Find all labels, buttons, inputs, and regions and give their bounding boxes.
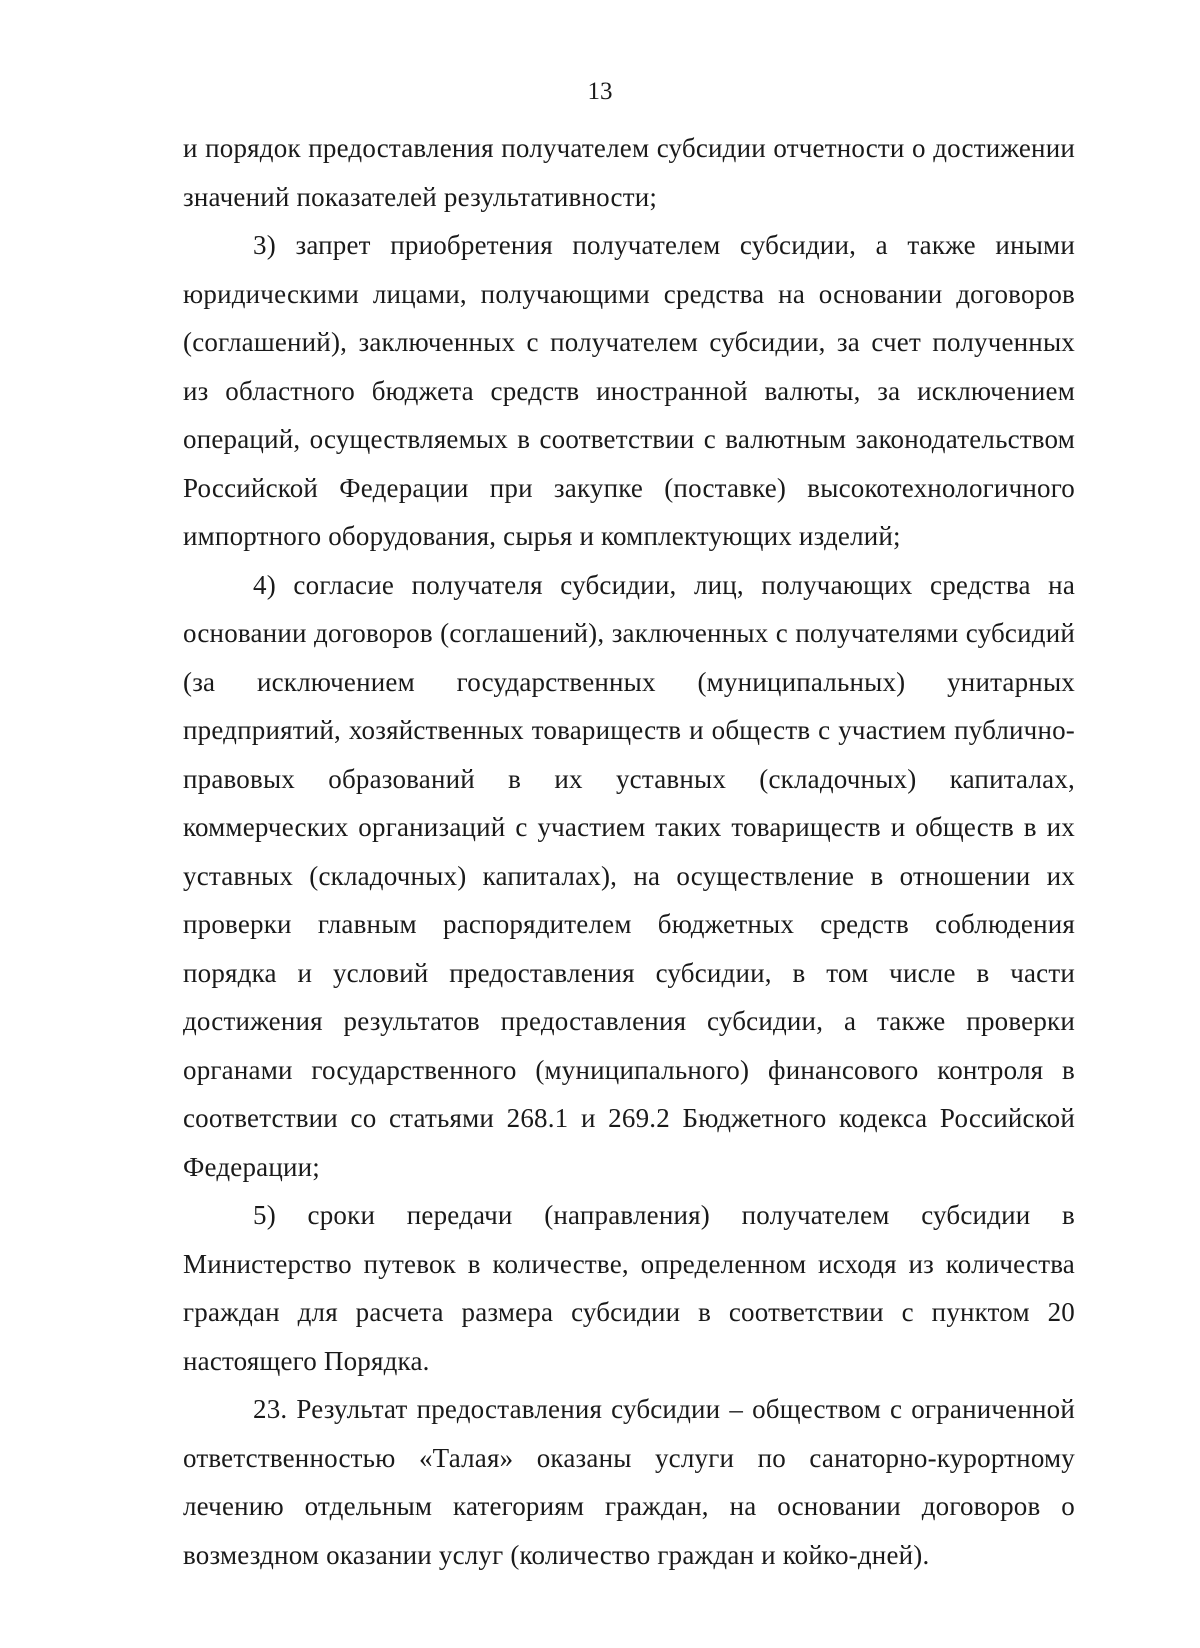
paragraph-continuation: и порядок предоставления получателем субсидии отчетности о достижении значений показателей результативности; <box>183 133 1075 212</box>
paragraph-item-4: 4) согласие получателя субсидии, лиц, получающих средства на основании договоров (соглашений), заключенных с получателями субсидий (за исключением государственных (муниципальных) унитарных предприятий, хозяйственных товариществ и обществ с участием публично-правовых образований в их уставных (складочных) капиталах, коммерческих организаций с участием таких товариществ и обществ в их уставных (складочных) капиталах), на осуществление в отношении их проверки главным распорядителем бюджетных средств соблюдения порядка и условий предоставления субсидии, в том числе в части достижения результатов предоставления субсидии, а также проверки органами государственного (муниципального) финансового контроля в соответствии со статьями 268.1 и 269.2 Бюджетного кодекса Российской Федерации; <box>183 569 1075 1182</box>
page-number: 13 <box>587 78 613 105</box>
paragraph-clause-23: 23. Результат предоставления субсидии – обществом с ограниченной ответственностью «Талая» оказаны услуги по санаторно-курортному лечению отдельным категориям граждан, на основании договоров о возмездном оказании услуг (количество граждан и койко-дней). <box>183 1394 1075 1570</box>
paragraph-item-3: 3) запрет приобретения получателем субсидии, а также иными юридическими лицами, получающими средства на основании договоров (соглашений), заключенных с получателем субсидии, за счет полученных из областного бюджета средств иностранной валюты, за исключением операций, осуществляемых в соответствии с валютным законодательством Российской Федерации при закупке (поставке) высокотехнологичного импортного оборудования, сырья и комплектующих изделий; <box>183 230 1075 551</box>
paragraph-item-5: 5) сроки передачи (направления) получателем субсидии в Министерство путевок в количестве, определенном исходя из количества граждан для расчета размера субсидии в соответствии с пунктом 20 настоящего Порядка. <box>183 1200 1075 1376</box>
document-body <box>183 124 1075 1579</box>
